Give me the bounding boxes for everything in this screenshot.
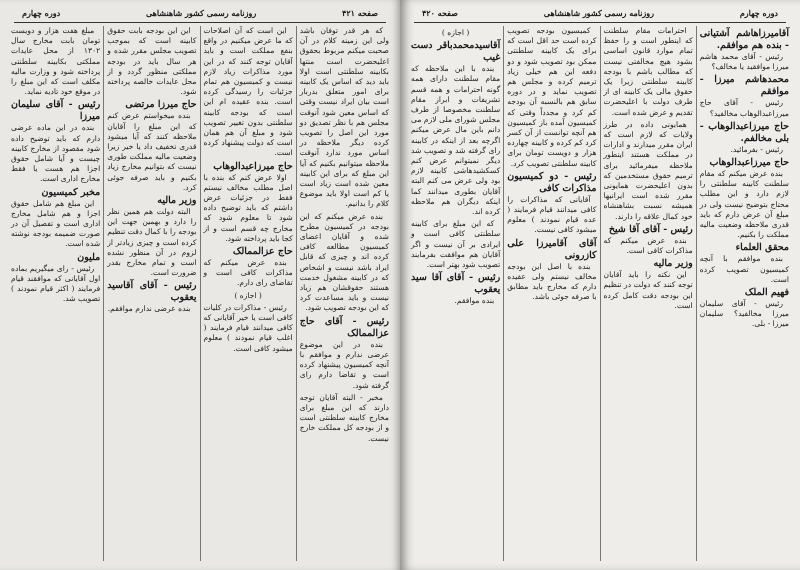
text-column: [696, 26, 792, 561]
text-column: [408, 26, 503, 561]
speaker-heading: محقق العلماء: [735, 242, 789, 254]
page-right: [400, 0, 800, 570]
speaker-heading: محمدهاشم میرزا - موافقم: [699, 74, 789, 98]
speaker-heading: رئیس - دو کمیسیون مذاکرات کافی: [507, 170, 597, 194]
speaker-heading: آقاسیدمحمدباقر دست غیب: [411, 40, 501, 64]
speaker-heading: وزیر مالیه: [157, 195, 197, 207]
page-header: [8, 6, 392, 20]
paragraph: رئیس - آقای حاج میرزاعبدالوهاب مخالفید؟: [699, 98, 789, 118]
speaker-heading: آقای آقامیرزا علی کازرونی: [507, 237, 597, 261]
text-column: [8, 26, 103, 561]
paragraph: این این بودجه بابت حقوق کابینه است که بموجب تصویب مجلس مقرر شده و هر سال باید در بودجه مملکتی منظور گردد و از محل عایدات خالصه پرداخته شود.: [107, 26, 197, 97]
text-column: [503, 26, 599, 561]
paragraph: بنده با این ملاحظه که مقام سلطنت دارای همه گونه احترامات و همه قسم تشریفات و ابراز مقام سلطنت مخصوصا از طرف مجلس شورای ملی لازم می دانم باین مال عرض میکنم اگرچه بعد از اینکه در کابینه رای گرفته شد و تصویب شد دیگر نمیتوانم عرض کنم کسکشیدهاشی کابینه لازم بود ولی عرض می کنم البته آقایان بطوری میدانند کما اینکه دیگران هم ملاحظه کرده اند.: [411, 64, 501, 217]
speaker-heading: حاج میرزاعبدالوهاب: [213, 160, 293, 172]
paragraph: بنده عرضی ندارم موافقم.: [107, 304, 191, 314]
paragraph: بنده با اصل این بودجه مخالف نیستم ولی عقیده دارم که مخارج باید مطابق با صرفه جوئی باشد.: [507, 261, 597, 302]
paragraph: بنده عرض میکنم که مقام سلطنت کابینه سلطنتی را لازم دارد و این مطلب محتاج بتوضیح نیست ولی در مبلغ آن عرض دارم که باید قدری ملاحظه وضعیت مالیه مملکت را بکنیم.: [699, 169, 789, 240]
paragraph: البته دولت هم همین نظر را دارد و بهمین جهت این بودجه را با کمال دقت تنظیم کرده است و چیزی زیادتر از لزوم در آن منظور نشده است و تمام مخارج بقدر ضرورت است.: [107, 207, 197, 278]
speaker-heading: وزیر مالیه: [653, 258, 693, 270]
speaker-heading: مخبر کمیسیون: [41, 186, 101, 198]
speaker-heading: فهیم الملک: [744, 287, 789, 299]
paragraph: رئیس - مذاکرات در کلیات کافی است یا خیر آقایانی که کافی میدانند قیام فرمایند ( اغلب قیام نمودند ) معلوم میشود کافی است.: [203, 302, 293, 353]
header-rule: [14, 22, 386, 23]
paragraph: مخبر - البته آقایان توجه دارند که این مبلغ برای مخارج کابینه سلطنتی است و از بودجه کل مملکت خارج نیست.: [299, 392, 389, 443]
text-column: [600, 26, 696, 561]
paragraph: بنده عرض میکنم که مذاکرات کافی است.: [603, 235, 693, 256]
speaker-heading: حاج میرزا مرتضی: [125, 99, 197, 111]
speaker-heading: رئیس - آقای سلیمان میرزا: [11, 99, 101, 123]
newspaper-title: روزنامه رسمی کشور شاهنشاهی: [145, 8, 257, 18]
paragraph: مبلغ هفت هزار و دویست تومان بابت مخارج سال ۱۳۰۲ از محل عایدات مملکتی بکابینه سلطنتی پرداخته شود و وزارت مالیه مکلف است که این مبلغ را در موقع خود تادیه نماید.: [11, 26, 101, 97]
page-number: صفحه ۴۲۱: [342, 8, 378, 18]
speaker-heading: رئیس - آقای آقاسید یعقوب: [107, 280, 197, 304]
speaker-heading: حاج میرزاعبدالوهاب - بلی مخالفم.: [699, 120, 789, 144]
paragraph: بنده میخواستم عرض کنم که این مبلغ را آقایان ملاحظه کنند که آیا میشود قدری تخفیف داد یا خیر زیرا وضعیت مالیه مملکت طوری نیست که بتوانیم مخارج زیاد بکنیم و باید صرفه جوئی کرد.: [107, 111, 197, 192]
speaker-heading: آقامیرزاهاشم آشتیانی - بنده هم موافقم.: [699, 28, 789, 51]
page-header: [408, 6, 792, 20]
page-number: صفحه ۴۲۰: [422, 8, 458, 18]
text-column: [103, 26, 199, 561]
speaker-heading: رئیس - آقای آقا شیخ: [608, 223, 693, 235]
paragraph: بنده در این موضوع عرضی ندارم و موافقم با آنچه کمیسیون پیشنهاد کرده است و تقاضا دارم رای گرفته شود.: [299, 339, 389, 390]
paragraph: رئیس - آقای سلیمان میرزا مخالفید؟ سلیمان میرزا - بلی.: [699, 299, 789, 329]
paragraph: همایونی داده در طرز ولایات که لازم است که ایران مقرر میدارند و ادارات در مملکت هستند اینطور ملاحظه میفرمائید برای ترمیم حقوق مستخدمین که بدون اعلیحضرت همایونی مقرر شده است ایرانیها همیشه نسبت بشاهنشاه خود کمال علاقه را دارند.: [603, 119, 693, 221]
paragraph: رئیس - رای میگیریم بماده اول آقایانی که موافقند قیام فرمایند ( اکثر قیام نمودند ) تصویب شد.: [11, 263, 101, 304]
speaker-heading: حاج میرزاعبدالوهاب: [709, 157, 789, 169]
speaker-heading: رئیس - آقای آقا سید یعقوب: [411, 272, 501, 296]
paragraph: که این مبلغ برای کابینه سلطنتی کافی است و ایرادی بر آن نیست و اگر آقایان هم موافقت بفرمایند تصویب شود بهتر است.: [411, 219, 501, 270]
paragraph: رئیس - بفرمائید.: [730, 144, 783, 154]
paragraph: این مبلغ هم شامل حقوق اجزا و هم شامل مخارج اداری است و تفصیل آن در صورت ضمیمه بودجه نوشته شده است.: [11, 198, 101, 249]
header-rule: [414, 22, 786, 23]
centered-note: ( اجازه ): [234, 290, 262, 300]
speaker-heading: ملیون: [77, 251, 101, 263]
paragraph: بنده عرض میکنم که این بودجه در کمیسیون مطرح شده و آقایان اعضای کمیسیون مطالعه کافی کرده اند و چیزی که قابل ایراد باشد نیست و اشخاص که در کابینه مشغول خدمت هستند حقوقشان هم زیاد نیست و باید مساعدت کرد که این بودجه تصویب شود.: [299, 211, 389, 313]
paragraph: آقایانی که مذاکرات را کافی میدانند قیام فرمایند ( عده قیام نمودند ) معلوم میشود کافی نیست.: [507, 194, 597, 235]
paragraph: که هر قدر توفان باشد ولی این زمینه کلام در آن صحبت میکنم مربوط بحقوق اعلیحضرت است منتها بکابینه سلطنتی است اولا باید دید که اساس یک کابینه برای امور متعلق بدربار است بیان ایراد نیست وقتی که اساس معین شود آنوقت مجلس هم با نظر تصدیق دو مورد این اصل را تصویب کرده دیگر ملاحظه در اساس مورد ندارد آنوقت ملاحظه میتوانیم بکنیم که آیا این مبلغ که برای این کابینه معین شده است زیاد است یا کم است اولا باید موضوع کلام را بدانیم.: [299, 26, 389, 209]
speaker-heading: حاج عزالممالک: [232, 246, 293, 258]
paragraph: احترامات مقام سلطنت که اینطور است و را حفظ تمام موارد قانون اساسی بشود هیچ مخالفتی نیست که مطالب باشم با بودجه کابینه سلطنتی زیرا یک حقوق مالی یک کابینه ای از طرف دولت با اعلیحضرت تقدیم و عرض شده است.: [603, 26, 693, 117]
paragraph: اولا عرض کنم که بنده با اصل مطلب مخالف نیستم فقط در جزئیات عرض داشتم که باید توضیح داده شود تا معلوم شود که مخارج چه قسم است و از کجا باید پرداخته شود.: [203, 172, 293, 243]
centered-note: ( اجازه ): [441, 28, 470, 37]
columns: [8, 26, 392, 561]
columns: [408, 26, 792, 561]
volume-label: دوره چهارم: [739, 8, 778, 18]
paragraph: این نکته را باید آقایان توجه کنند که دولت در تنظیم این بودجه دقت کامل کرده است.: [603, 270, 693, 310]
paragraph: بنده عرض میکنم که مذاکرات کافی است و تقاضای رای دارم.: [203, 258, 293, 288]
paragraph: رئیس - آقای محمد هاشم میرزا موافقید یا مخالف؟: [699, 52, 789, 72]
volume-label: دوره چهارم: [22, 8, 61, 18]
paragraph: کمیسیون بودجه تصویب کرده است حد اقل است که برای یک کابینه سلطنتی ممکن بود تصویب شود و دو دفعه این هم خیلی زیاد ترمیم کرده و مجلس هم تصویب نماید و در دوره سابق هم بالنسبه آن بودجه کم کرد و مجدداً وقتی که کمیسیون آمده باز کمیسیون هم آنچه توانست از آن کسر کرد کم کرده و کابینه چهارده هزار و دویست تومان برای کابینه سلطنتی تصویب کرد.: [507, 26, 597, 168]
paragraph: بنده در این ماده عرضی دارم که باید توضیح داده شود مقصود از مخارج کابینه چیست و آیا شامل حقوق اجزا هم هست یا فقط مخارج اداری است.: [11, 123, 101, 184]
paragraph: بنده موافقم.: [454, 296, 495, 306]
paragraph: این است که آن اصلاحات که ما عرض میکنیم در واقع بنفع مملکت است و باید آقایان توجه کنند که در این مورد مذاکرات زیاد لازم نیست و کمیسیون هم تمام جزئیات را رسیدگی کرده است. بنده عقیده ام این است که بودجه کابینه سلطنتی بدون تغییر تصویب شود و مبلغ آن هم همان است که دولت پیشنهاد کرده است.: [203, 26, 293, 158]
text-column: [200, 26, 296, 561]
paragraph: بنده موافقم با آنچه کمیسیون تصویب کرده است.: [699, 254, 789, 284]
speaker-heading: رئیس - آقای حاج عزالممالک: [299, 315, 389, 339]
newspaper-title: روزنامه رسمی کشور شاهنشاهی: [543, 8, 655, 18]
text-column: [296, 26, 392, 561]
